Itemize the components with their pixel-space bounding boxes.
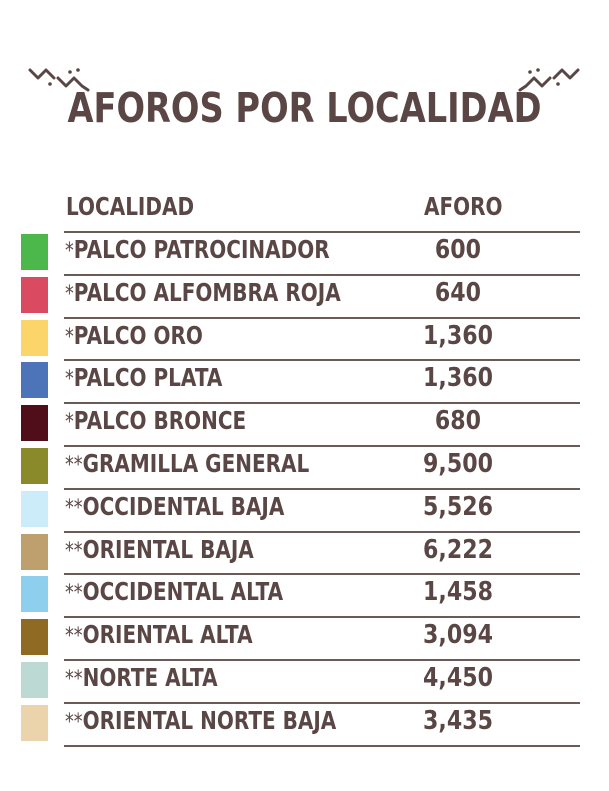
aforo-value: 3,094 xyxy=(423,620,493,651)
aforo-value: 5,526 xyxy=(423,491,493,522)
asterisk-marker: * xyxy=(65,367,74,393)
localidad-name xyxy=(65,535,254,564)
table-row xyxy=(0,402,609,445)
localidad-name xyxy=(65,663,218,692)
localidad-name xyxy=(65,492,284,521)
color-swatch xyxy=(21,662,48,698)
asterisk-marker: * xyxy=(65,324,74,350)
aforo-value: 1,458 xyxy=(423,577,493,608)
table-row xyxy=(0,317,609,360)
table-row xyxy=(0,274,609,317)
table-row xyxy=(0,573,609,616)
localidad-label: NORTE ALTA xyxy=(82,663,218,692)
asterisk-marker: ** xyxy=(65,581,83,607)
aforo-value: 640 xyxy=(434,277,482,308)
asterisk-marker: ** xyxy=(65,709,83,735)
localidad-label: ORIENTAL BAJA xyxy=(82,534,254,564)
aforo-value: 680 xyxy=(434,406,482,437)
table-row xyxy=(0,702,609,745)
aforo-value: 4,450 xyxy=(423,663,493,693)
table-row xyxy=(0,445,609,488)
table-row xyxy=(0,659,609,702)
localidad-label: OCCIDENTAL ALTA xyxy=(82,577,284,607)
asterisk-marker: ** xyxy=(65,667,83,692)
localidad-name xyxy=(65,706,336,735)
table-row xyxy=(0,531,609,574)
color-swatch xyxy=(21,405,48,441)
localidad-label: PALCO PLATA xyxy=(73,363,223,393)
color-swatch xyxy=(21,362,48,398)
localidad-name xyxy=(65,363,222,392)
localidad-name xyxy=(65,620,253,649)
localidad-label: PALCO ORO xyxy=(73,320,203,350)
color-swatch xyxy=(21,448,48,484)
localidad-label: ORIENTAL ALTA xyxy=(82,620,253,650)
localidad-name xyxy=(65,577,283,606)
aforo-value: 1,360 xyxy=(423,320,493,351)
color-swatch xyxy=(21,234,48,270)
localidad-name xyxy=(65,278,341,307)
localidad-label: GRAMILLA GENERAL xyxy=(82,449,310,478)
localidad-name xyxy=(65,321,203,350)
color-swatch xyxy=(21,576,48,612)
table-row xyxy=(0,488,609,531)
aforo-value: 6,222 xyxy=(423,534,493,565)
localidad-name xyxy=(65,449,309,478)
asterisk-marker: ** xyxy=(65,495,83,521)
color-swatch xyxy=(21,277,48,313)
aforo-value: 3,435 xyxy=(423,705,493,736)
aforo-value: 1,360 xyxy=(423,363,493,394)
aforo-value: 9,500 xyxy=(423,449,493,479)
localidad-name xyxy=(65,406,246,435)
column-header-aforo: AFORO xyxy=(424,192,503,221)
localidad-label: OCCIDENTAL BAJA xyxy=(82,491,285,521)
color-swatch xyxy=(21,491,48,527)
asterisk-marker: ** xyxy=(65,453,83,478)
asterisk-marker: ** xyxy=(65,624,83,650)
localidad-label: ORIENTAL NORTE BAJA xyxy=(82,705,337,735)
localidad-label: PALCO PATROCINADOR xyxy=(73,235,330,264)
localidad-label: PALCO BRONCE xyxy=(73,406,247,436)
color-swatch xyxy=(21,320,48,356)
localidad-name xyxy=(65,235,330,264)
table-row xyxy=(0,616,609,659)
table-row xyxy=(0,231,609,274)
asterisk-marker: * xyxy=(65,281,74,307)
color-swatch xyxy=(21,619,48,655)
row-divider xyxy=(64,745,580,747)
table-row xyxy=(0,359,609,402)
page-title: AFOROS POR LOCALIDAD xyxy=(67,84,542,132)
asterisk-marker: * xyxy=(65,239,74,264)
asterisk-marker: * xyxy=(65,410,74,436)
aforo-value: 600 xyxy=(434,235,482,265)
color-swatch xyxy=(21,534,48,570)
asterisk-marker: ** xyxy=(65,538,83,564)
color-swatch xyxy=(21,705,48,741)
column-header-localidad: LOCALIDAD xyxy=(66,192,195,221)
localidad-label: PALCO ALFOMBRA ROJA xyxy=(73,277,341,307)
